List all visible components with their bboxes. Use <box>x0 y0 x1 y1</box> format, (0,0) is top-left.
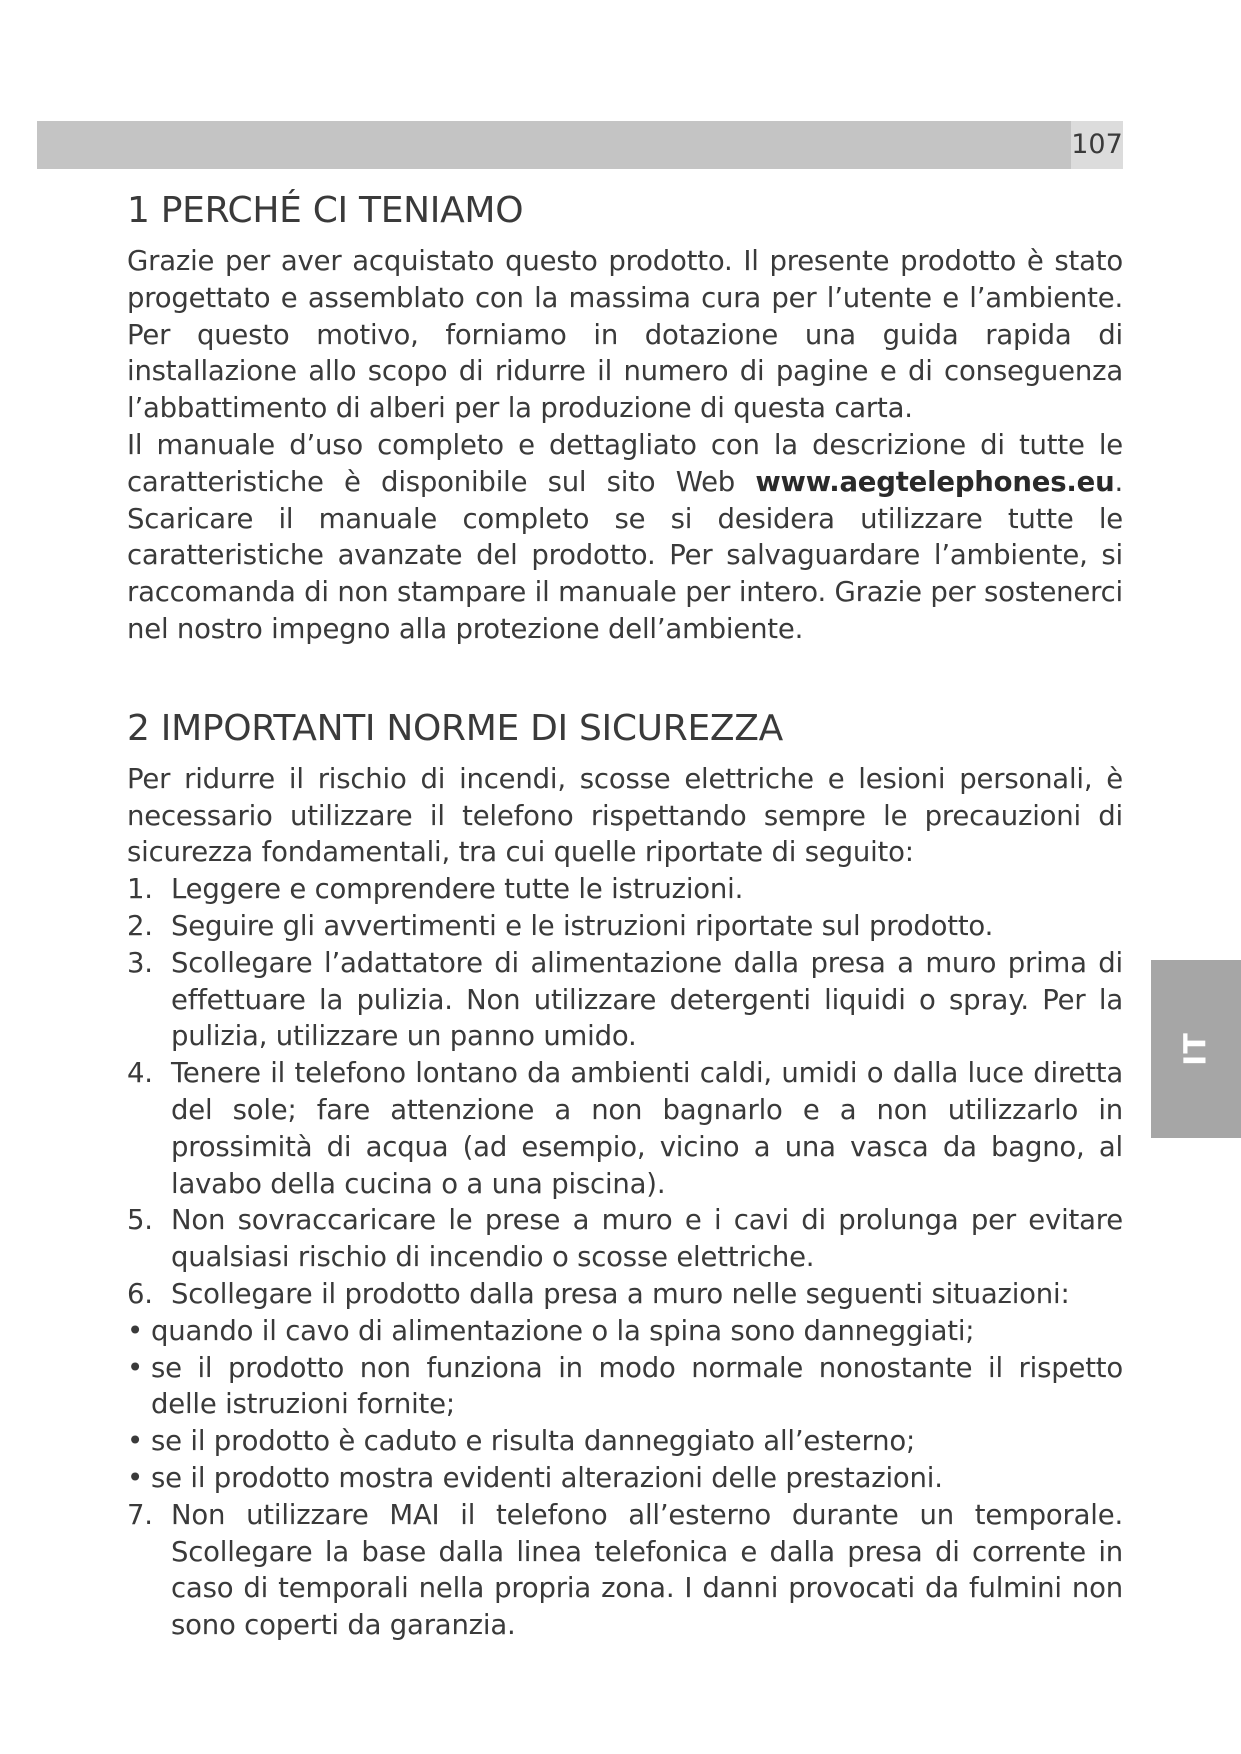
section-2-title: 2 IMPORTANTI NORME DI SICUREZZA <box>127 707 783 749</box>
list-item-text: Leggere e comprendere tutte le istruzioni. <box>171 873 744 906</box>
list-item <box>127 871 1123 908</box>
list-item-text: Scollegare l’adattatore di alimentazione dalla presa a muro prima di effettuare la pulizia. Non utilizzare detergenti liquidi o spray. Per la pulizia, utilizzare un panno umido. <box>171 946 1123 1053</box>
bullet-item: • se il prodotto è caduto e risulta danneggiato all’esterno; <box>127 1423 1123 1460</box>
list-item-number: 5. <box>127 1204 153 1237</box>
disconnect-situations-list <box>127 1313 1123 1497</box>
paragraph-2-lead: Il manuale d’uso completo e dettagliato con la descrizione di tutte le caratteristiche è disponibile sul sito Web <box>127 428 1123 498</box>
list-item <box>127 945 1123 1055</box>
list-item-number: 4. <box>127 1057 153 1090</box>
list-item <box>127 1497 1123 1644</box>
list-item <box>127 1055 1123 1202</box>
list-item-number: 1. <box>127 873 153 906</box>
page-number: 107 <box>1071 121 1123 169</box>
section-2-intro: Per ridurre il rischio di incendi, scosse elettriche e lesioni personali, è necessario utilizzare il telefono rispettando sempre le precauzioni di sicurezza fondamentali, tra cui quelle riportate di seguito: <box>127 762 1123 869</box>
list-item-number: 6. <box>127 1277 153 1310</box>
section-1-paragraph-2 <box>127 427 1123 648</box>
bullet-item: • se il prodotto mostra evidenti alterazioni delle prestazioni. <box>127 1460 1123 1497</box>
list-item-text: Seguire gli avvertimenti e le istruzioni riportate sul prodotto. <box>171 909 994 942</box>
paragraph-2-tail: . Scaricare il manuale completo se si desidera utilizzare tutte le caratteristiche avanzate del prodotto. Per salvaguardare l’ambiente, si raccomanda di non stampare il manuale per intero. Grazie per sostenerci nel nostro impegno alla protezione dell’ambiente. <box>127 465 1123 645</box>
list-item-text: Scollegare il prodotto dalla presa a muro nelle seguenti situazioni: <box>171 1277 1070 1310</box>
safety-steps-list-continued <box>127 1497 1123 1644</box>
bullet-item: • quando il cavo di alimentazione o la spina sono danneggiati; <box>127 1313 1123 1350</box>
list-item-number: 7. <box>127 1498 153 1531</box>
list-item-number: 3. <box>127 946 153 979</box>
bullet-item: • se il prodotto non funziona in modo normale nonostante il rispetto delle istruzioni fornite; <box>127 1350 1123 1424</box>
list-item-number: 2. <box>127 909 153 942</box>
website-link[interactable]: www.aegtelephones.eu <box>755 465 1115 498</box>
language-tab <box>1151 960 1241 1138</box>
list-item-text: Non utilizzare MAI il telefono all’esterno durante un temporale. Scollegare la base dalla linea telefonica e dalla presa di corrente in caso di temporali nella propria zona. I danni provocati da fulmini non sono coperti da garanzia. <box>171 1498 1123 1642</box>
list-item <box>127 908 1123 945</box>
header-bar <box>37 121 1071 169</box>
safety-steps-list <box>127 871 1123 1313</box>
page-content <box>127 190 1123 1644</box>
section-1-paragraph-1: Grazie per aver acquistato questo prodotto. Il presente prodotto è stato progettato e assemblato con la massima cura per l’utente e l’ambiente. Per questo motivo, forniamo in dotazione una guida rapida di installazione allo scopo di ridurre il numero di pagine e di conseguenza l’abbattimento di alberi per la produzione di questa carta. <box>127 245 1123 425</box>
list-item-text: Tenere il telefono lontano da ambienti caldi, umidi o dalla luce diretta del sole; fare attenzione a non bagnarlo e a non utilizzarlo in prossimità di acqua (ad esempio, vicino a una vasca da bagno, al lavabo della cucina o a una piscina). <box>171 1057 1123 1200</box>
section-1-title: 1 PERCHÉ CI TENIAMO <box>127 190 524 231</box>
list-item <box>127 1276 1123 1313</box>
list-item <box>127 1202 1123 1276</box>
language-tab-label: IT <box>1178 1032 1214 1066</box>
list-item-text: Non sovraccaricare le prese a muro e i cavi di prolunga per evitare qualsiasi rischio di incendio o scosse elettriche. <box>171 1204 1123 1274</box>
